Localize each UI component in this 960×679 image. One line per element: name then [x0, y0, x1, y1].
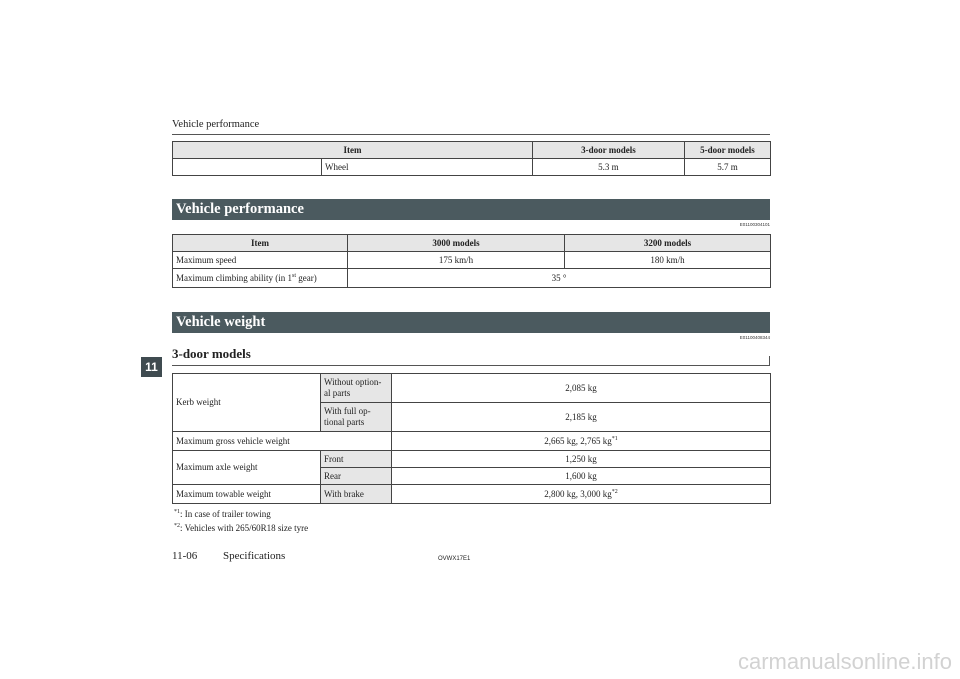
climbing-value: 35 °: [348, 269, 771, 288]
kerb-label: Kerb weight: [173, 374, 321, 432]
option-name: With full op- tional parts: [321, 403, 392, 432]
row-label: Maximum speed: [173, 252, 348, 269]
subsection-title: 3-door models: [172, 346, 251, 361]
running-head: Vehicle performance: [172, 119, 260, 130]
footnote: $^{*2}$: Vehicles with 265/60R18 size tyre: [174, 523, 309, 533]
section-banner-performance: Vehicle performance: [172, 199, 770, 220]
gross-value: 2,665 kg, 2,765 $kg^{*1}$: [392, 432, 771, 451]
table-header-row: [173, 235, 771, 252]
axle-value: 1,600 kg: [392, 468, 771, 485]
table-row: [173, 451, 771, 468]
value-3000: 175 km/h: [348, 252, 565, 269]
table-row: [173, 252, 771, 269]
watermark: carmanualsonline.info: [737, 649, 952, 674]
header-rule: [172, 134, 770, 135]
section-banner-weight: Vehicle weight: [172, 312, 770, 333]
col-header-item: Item: [173, 142, 533, 159]
table-row: [173, 432, 771, 451]
subsection-rule: [172, 365, 770, 366]
table-row: [173, 374, 771, 403]
weight-table: [172, 373, 771, 504]
col-header-item: Item: [173, 235, 348, 252]
axle-value: 1,250 kg: [392, 451, 771, 468]
gross-label: Maximum gross vehicle weight: [173, 432, 392, 451]
axle-name: Rear: [321, 468, 392, 485]
page-number: 11-06: [172, 550, 198, 562]
row-label: Maximum climbing ability (in 1st gear): [173, 269, 348, 288]
performance-table: [172, 234, 771, 288]
axle-name: Front: [321, 451, 392, 468]
table-header-row: [173, 142, 771, 159]
towable-name: With brake: [321, 485, 392, 504]
wheel-table: [172, 141, 771, 176]
value-3door: 5.3 m: [532, 159, 684, 176]
document-code: OVWX17E1: [438, 556, 471, 562]
table-row: [173, 485, 771, 504]
section-code: E01100408344: [739, 335, 770, 340]
subsection-rule-tick: [769, 356, 770, 366]
option-value: 2,185 kg: [392, 403, 771, 432]
footnote: $^{*1}$: In case of trailer towing: [174, 509, 271, 519]
chapter-tab: 11: [141, 357, 162, 377]
towable-value: 2,800 kg, 3,000 $kg^{*2}$: [392, 485, 771, 504]
section-code: E01100304101: [739, 222, 770, 227]
axle-label: Maximum axle weight: [173, 451, 321, 485]
empty-cell: [173, 159, 322, 176]
value-3200: 180 km/h: [565, 252, 771, 269]
option-name: Without option- al parts: [321, 374, 392, 403]
table-row: [173, 159, 771, 176]
option-value: 2,085 kg: [392, 374, 771, 403]
col-header-3000: 3000 models: [348, 235, 565, 252]
col-header-3200: 3200 models: [565, 235, 771, 252]
table-row: [173, 269, 771, 288]
towable-label: Maximum towable weight: [173, 485, 321, 504]
row-label: Wheel: [322, 159, 533, 176]
col-header-5door: 5-door models: [684, 142, 770, 159]
footer-section: Specifications: [223, 550, 286, 562]
value-5door: 5.7 m: [684, 159, 770, 176]
col-header-3door: 3-door models: [532, 142, 684, 159]
